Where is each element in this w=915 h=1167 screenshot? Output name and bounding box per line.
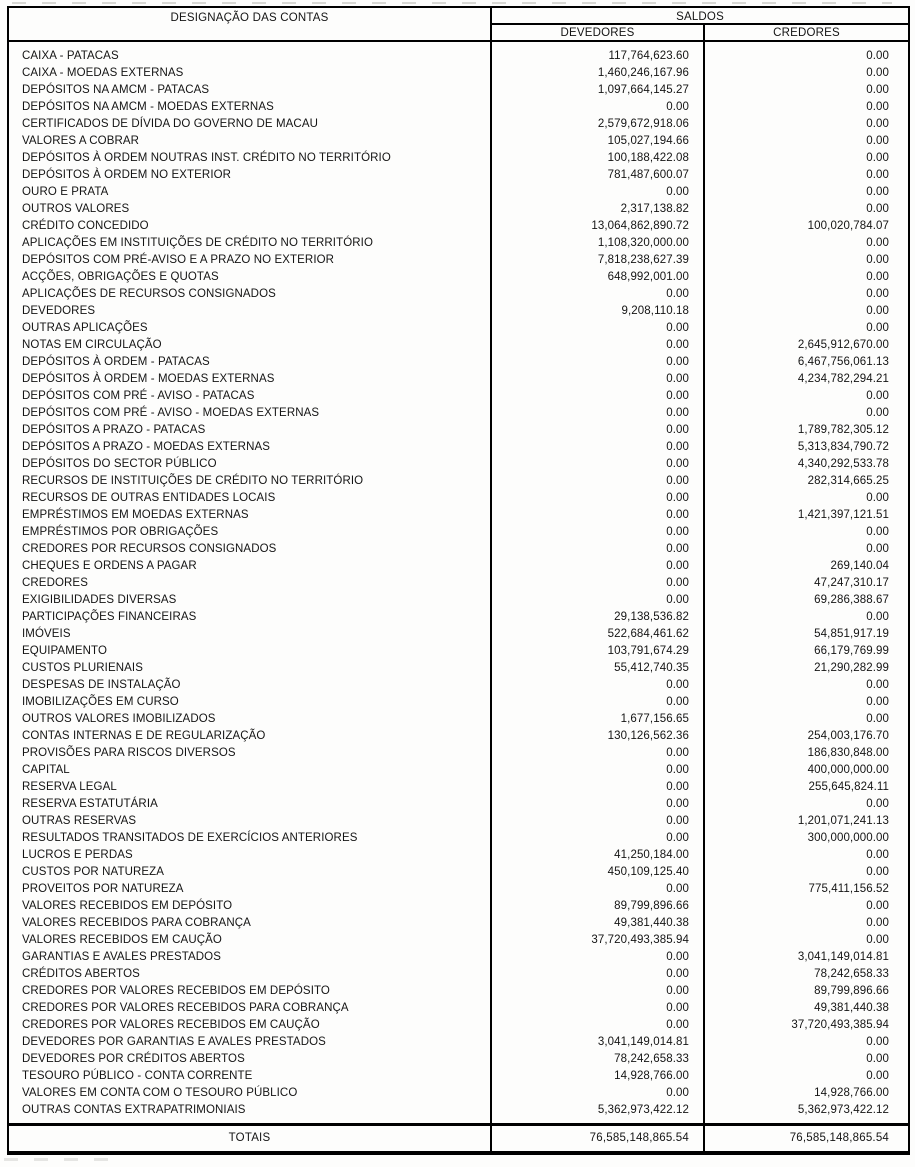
account-name-cell: RESULTADOS TRANSITADOS DE EXERCÍCIOS ANTERIORES bbox=[8, 830, 491, 847]
column-group-header-saldos: SALDOS bbox=[491, 7, 909, 24]
account-name-cell: ACÇÕES, OBRIGAÇÕES E QUOTAS bbox=[8, 269, 491, 286]
credores-value-cell: 0.00 bbox=[866, 526, 890, 538]
credores-value-cell: 0.00 bbox=[866, 169, 890, 181]
devedores-value-cell: 0.00 bbox=[491, 949, 704, 966]
table-row bbox=[8, 439, 909, 456]
credores-value-cell: 69,286,388.67 bbox=[814, 594, 890, 606]
devedores-value-cell: 0.00 bbox=[491, 184, 704, 201]
credores-value-cell: 21,290,282.99 bbox=[814, 662, 890, 674]
table-row bbox=[8, 745, 909, 762]
credores-value-cell: 0.00 bbox=[866, 118, 890, 130]
devedores-value-cell: 1,460,246,167.96 bbox=[491, 65, 704, 82]
credores-value-cell: 5,362,973,422.12 bbox=[797, 1104, 890, 1116]
devedores-value-cell: 0.00 bbox=[491, 1085, 704, 1102]
devedores-value-cell: 0.00 bbox=[491, 677, 704, 694]
table-row bbox=[8, 949, 909, 966]
table-row bbox=[8, 473, 909, 490]
table-row bbox=[8, 388, 909, 405]
table-row bbox=[8, 932, 909, 949]
devedores-value-cell: 0.00 bbox=[491, 524, 704, 541]
account-name-cell: DEPÓSITOS COM PRÉ - AVISO - PATACAS bbox=[8, 388, 491, 405]
devedores-value-cell: 0.00 bbox=[491, 592, 704, 609]
account-name-cell: LUCROS E PERDAS bbox=[8, 847, 491, 864]
credores-value-cell: 0.00 bbox=[866, 866, 890, 878]
devedores-value-cell: 781,487,600.07 bbox=[491, 167, 704, 184]
devedores-value-cell: 0.00 bbox=[491, 286, 704, 303]
devedores-value-cell: 7,818,238,627.39 bbox=[491, 252, 704, 269]
account-name-cell: OUTROS VALORES IMOBILIZADOS bbox=[8, 711, 491, 728]
table-row bbox=[8, 167, 909, 184]
credores-value-cell: 0.00 bbox=[866, 254, 890, 266]
devedores-value-cell: 522,684,461.62 bbox=[491, 626, 704, 643]
credores-value-cell: 0.00 bbox=[866, 900, 890, 912]
table-row bbox=[8, 252, 909, 269]
credores-value-cell: 0.00 bbox=[866, 237, 890, 249]
table-row bbox=[8, 1000, 909, 1017]
account-name-cell: IMOBILIZAÇÕES EM CURSO bbox=[8, 694, 491, 711]
credores-value-cell: 4,234,782,294.21 bbox=[797, 373, 890, 385]
account-name-cell: OUTRAS CONTAS EXTRAPATRIMONIAIS bbox=[8, 1102, 491, 1125]
account-name-cell: DEVEDORES bbox=[8, 303, 491, 320]
account-name-cell: DEPÓSITOS A PRAZO - MOEDAS EXTERNAS bbox=[8, 439, 491, 456]
account-name-cell: CAIXA - PATACAS bbox=[8, 41, 491, 65]
devedores-value-cell: 130,126,562.36 bbox=[491, 728, 704, 745]
credores-value-cell: 255,645,824.11 bbox=[808, 781, 890, 793]
table-row bbox=[8, 116, 909, 133]
devedores-value-cell: 13,064,862,890.72 bbox=[491, 218, 704, 235]
credores-value-cell: 0.00 bbox=[866, 84, 890, 96]
account-name-cell: DEPÓSITOS A PRAZO - PATACAS bbox=[8, 422, 491, 439]
devedores-value-cell: 0.00 bbox=[491, 966, 704, 983]
table-row bbox=[8, 796, 909, 813]
totals-devedores-value: 76,585,148,865.54 bbox=[491, 1125, 704, 1153]
table-row bbox=[8, 337, 909, 354]
devedores-value-cell: 0.00 bbox=[491, 337, 704, 354]
table-row bbox=[8, 99, 909, 116]
devedores-value-cell: 0.00 bbox=[491, 796, 704, 813]
devedores-value-cell: 0.00 bbox=[491, 439, 704, 456]
credores-value-cell: 0.00 bbox=[866, 611, 890, 623]
account-name-cell: RECURSOS DE INSTITUIÇÕES DE CRÉDITO NO TERRITÓRIO bbox=[8, 473, 491, 490]
credores-value-cell: 0.00 bbox=[866, 1036, 890, 1048]
account-name-cell: APLICAÇÕES DE RECURSOS CONSIGNADOS bbox=[8, 286, 491, 303]
account-name-cell: DESPESAS DE INSTALAÇÃO bbox=[8, 677, 491, 694]
table-row bbox=[8, 983, 909, 1000]
credores-value-cell: 0.00 bbox=[866, 152, 890, 164]
account-name-cell: PROVISÕES PARA RISCOS DIVERSOS bbox=[8, 745, 491, 762]
devedores-value-cell: 78,242,658.33 bbox=[491, 1051, 704, 1068]
devedores-value-cell: 0.00 bbox=[491, 490, 704, 507]
table-row bbox=[8, 354, 909, 371]
table-row bbox=[8, 626, 909, 643]
credores-value-cell: 14,928,766.00 bbox=[814, 1087, 890, 1099]
credores-value-cell: 0.00 bbox=[866, 543, 890, 555]
devedores-value-cell: 3,041,149,014.81 bbox=[491, 1034, 704, 1051]
table-row bbox=[8, 320, 909, 337]
devedores-value-cell: 0.00 bbox=[491, 813, 704, 830]
table-row bbox=[8, 575, 909, 592]
credores-value-cell: 0.00 bbox=[866, 407, 890, 419]
account-name-cell: VALORES A COBRAR bbox=[8, 133, 491, 150]
credores-value-cell: 0.00 bbox=[866, 849, 890, 861]
column-header-credores: CREDORES bbox=[704, 24, 909, 41]
credores-value-cell: 775,411,156.52 bbox=[808, 883, 890, 895]
credores-value-cell: 49,381,440.38 bbox=[814, 1002, 890, 1014]
credores-value-cell: 3,041,149,014.81 bbox=[797, 951, 890, 963]
credores-value-cell: 2,645,912,670.00 bbox=[797, 339, 890, 351]
devedores-value-cell: 37,720,493,385.94 bbox=[491, 932, 704, 949]
account-name-cell: TESOURO PÚBLICO - CONTA CORRENTE bbox=[8, 1068, 491, 1085]
account-name-cell: CAIXA - MOEDAS EXTERNAS bbox=[8, 65, 491, 82]
table-row bbox=[8, 813, 909, 830]
devedores-value-cell: 0.00 bbox=[491, 1017, 704, 1034]
devedores-value-cell: 648,992,001.00 bbox=[491, 269, 704, 286]
credores-value-cell: 47,247,310.17 bbox=[814, 577, 890, 589]
table-row bbox=[8, 728, 909, 745]
credores-value-cell: 100,020,784.07 bbox=[807, 220, 890, 232]
table-row bbox=[8, 779, 909, 796]
credores-value-cell: 0.00 bbox=[866, 1070, 890, 1082]
credores-value-cell: 0.00 bbox=[866, 135, 890, 147]
table-row bbox=[8, 65, 909, 82]
table-row bbox=[8, 694, 909, 711]
table-row bbox=[8, 507, 909, 524]
account-name-cell: CREDORES POR VALORES RECEBIDOS EM CAUÇÃO bbox=[8, 1017, 491, 1034]
devedores-value-cell: 0.00 bbox=[491, 99, 704, 116]
account-name-cell: DEPÓSITOS À ORDEM - MOEDAS EXTERNAS bbox=[8, 371, 491, 388]
account-name-cell: DEVEDORES POR GARANTIAS E AVALES PRESTADOS bbox=[8, 1034, 491, 1051]
account-name-cell: CONTAS INTERNAS E DE REGULARIZAÇÃO bbox=[8, 728, 491, 745]
table-row bbox=[8, 1017, 909, 1034]
credores-value-cell: 0.00 bbox=[866, 101, 890, 113]
credores-value-cell: 0.00 bbox=[866, 679, 890, 691]
account-name-cell: DEVEDORES POR CRÉDITOS ABERTOS bbox=[8, 1051, 491, 1068]
account-name-cell: DEPÓSITOS À ORDEM - PATACAS bbox=[8, 354, 491, 371]
table-row bbox=[8, 1034, 909, 1051]
table-row bbox=[8, 711, 909, 728]
devedores-value-cell: 5,362,973,422.12 bbox=[491, 1102, 704, 1125]
account-name-cell: CREDORES POR VALORES RECEBIDOS EM DEPÓSITO bbox=[8, 983, 491, 1000]
devedores-value-cell: 0.00 bbox=[491, 405, 704, 422]
account-name-cell: PROVEITOS POR NATUREZA bbox=[8, 881, 491, 898]
table-row bbox=[8, 864, 909, 881]
devedores-value-cell: 0.00 bbox=[491, 983, 704, 1000]
table-row bbox=[8, 1051, 909, 1068]
devedores-value-cell: 0.00 bbox=[491, 575, 704, 592]
devedores-value-cell: 1,108,320,000.00 bbox=[491, 235, 704, 252]
devedores-value-cell: 9,208,110.18 bbox=[491, 303, 704, 320]
devedores-value-cell: 49,381,440.38 bbox=[491, 915, 704, 932]
credores-value-cell: 1,421,397,121.51 bbox=[797, 509, 890, 521]
account-name-cell: EQUIPAMENTO bbox=[8, 643, 491, 660]
account-name-cell: VALORES RECEBIDOS EM CAUÇÃO bbox=[8, 932, 491, 949]
balance-sheet-table bbox=[7, 6, 910, 1155]
credores-value-cell: 4,340,292,533.78 bbox=[797, 458, 890, 470]
devedores-value-cell: 0.00 bbox=[491, 320, 704, 337]
credores-value-cell: 0.00 bbox=[866, 798, 890, 810]
account-name-cell: APLICAÇÕES EM INSTITUIÇÕES DE CRÉDITO NO TERRITÓRIO bbox=[8, 235, 491, 252]
devedores-value-cell: 117,764,623.60 bbox=[491, 41, 704, 65]
table-body bbox=[8, 41, 909, 1125]
account-name-cell: RECURSOS DE OUTRAS ENTIDADES LOCAIS bbox=[8, 490, 491, 507]
account-name-cell: CUSTOS POR NATUREZA bbox=[8, 864, 491, 881]
credores-value-cell: 254,003,176.70 bbox=[807, 730, 890, 742]
devedores-value-cell: 0.00 bbox=[491, 541, 704, 558]
totals-label: TOTAIS bbox=[8, 1125, 491, 1153]
table-row bbox=[8, 303, 909, 320]
credores-value-cell: 0.00 bbox=[866, 934, 890, 946]
credores-value-cell: 1,789,782,305.12 bbox=[797, 424, 890, 436]
credores-value-cell: 186,830,848.00 bbox=[807, 747, 890, 759]
totals-credores-value: 76,585,148,865.54 bbox=[704, 1125, 909, 1153]
table-row bbox=[8, 762, 909, 779]
table-row bbox=[8, 286, 909, 303]
devedores-value-cell: 0.00 bbox=[491, 371, 704, 388]
table-row bbox=[8, 82, 909, 99]
scan-noise-line bbox=[12, 2, 892, 4]
table-row bbox=[8, 1085, 909, 1102]
table-row bbox=[8, 405, 909, 422]
account-name-cell: EXIGIBILIDADES DIVERSAS bbox=[8, 592, 491, 609]
credores-value-cell: 0.00 bbox=[866, 67, 890, 79]
table-row bbox=[8, 1068, 909, 1085]
devedores-value-cell: 0.00 bbox=[491, 1000, 704, 1017]
table-row bbox=[8, 490, 909, 507]
credores-value-cell: 5,313,834,790.72 bbox=[797, 441, 890, 453]
account-name-cell: CREDORES POR RECURSOS CONSIGNADOS bbox=[8, 541, 491, 558]
devedores-value-cell: 0.00 bbox=[491, 881, 704, 898]
table-row bbox=[8, 524, 909, 541]
devedores-value-cell: 100,188,422.08 bbox=[491, 150, 704, 167]
devedores-value-cell: 0.00 bbox=[491, 779, 704, 796]
table-row bbox=[8, 915, 909, 932]
devedores-value-cell: 0.00 bbox=[491, 473, 704, 490]
table-row bbox=[8, 456, 909, 473]
credores-value-cell: 0.00 bbox=[866, 917, 890, 929]
credores-value-cell: 0.00 bbox=[866, 50, 890, 62]
credores-value-cell: 0.00 bbox=[866, 1053, 890, 1065]
credores-value-cell: 0.00 bbox=[866, 492, 890, 504]
devedores-value-cell: 0.00 bbox=[491, 388, 704, 405]
devedores-value-cell: 1,097,664,145.27 bbox=[491, 82, 704, 99]
credores-value-cell: 66,179,769.99 bbox=[814, 645, 890, 657]
credores-value-cell: 0.00 bbox=[866, 322, 890, 334]
devedores-value-cell: 89,799,896.66 bbox=[491, 898, 704, 915]
credores-value-cell: 1,201,071,241.13 bbox=[797, 815, 890, 827]
account-name-cell: DEPÓSITOS À ORDEM NOUTRAS INST. CRÉDITO NO TERRITÓRIO bbox=[8, 150, 491, 167]
table-row bbox=[8, 847, 909, 864]
account-name-cell: DEPÓSITOS COM PRÉ - AVISO - MOEDAS EXTERNAS bbox=[8, 405, 491, 422]
credores-value-cell: 54,851,917.19 bbox=[814, 628, 890, 640]
table-row bbox=[8, 218, 909, 235]
account-name-cell: IMÓVEIS bbox=[8, 626, 491, 643]
totals-row bbox=[8, 1125, 909, 1153]
table-row bbox=[8, 660, 909, 677]
credores-value-cell: 282,314,665.25 bbox=[807, 475, 890, 487]
devedores-value-cell: 41,250,184.00 bbox=[491, 847, 704, 864]
devedores-value-cell: 0.00 bbox=[491, 558, 704, 575]
account-name-cell: CERTIFICADOS DE DÍVIDA DO GOVERNO DE MACAU bbox=[8, 116, 491, 133]
account-name-cell: PARTICIPAÇÕES FINANCEIRAS bbox=[8, 609, 491, 626]
table-row bbox=[8, 609, 909, 626]
credores-value-cell: 0.00 bbox=[866, 713, 890, 725]
devedores-value-cell: 0.00 bbox=[491, 456, 704, 473]
scan-noise-line bbox=[4, 1158, 124, 1161]
table-row bbox=[8, 41, 909, 65]
devedores-value-cell: 2,579,672,918.06 bbox=[491, 116, 704, 133]
devedores-value-cell: 0.00 bbox=[491, 830, 704, 847]
credores-value-cell: 0.00 bbox=[866, 203, 890, 215]
table-row bbox=[8, 422, 909, 439]
account-name-cell: DEPÓSITOS DO SECTOR PÚBLICO bbox=[8, 456, 491, 473]
account-name-cell: CUSTOS PLURIENAIS bbox=[8, 660, 491, 677]
account-name-cell: CHEQUES E ORDENS A PAGAR bbox=[8, 558, 491, 575]
table-row bbox=[8, 592, 909, 609]
account-name-cell: DEPÓSITOS NA AMCM - MOEDAS EXTERNAS bbox=[8, 99, 491, 116]
credores-value-cell: 0.00 bbox=[866, 186, 890, 198]
devedores-value-cell: 0.00 bbox=[491, 694, 704, 711]
devedores-value-cell: 0.00 bbox=[491, 745, 704, 762]
devedores-value-cell: 0.00 bbox=[491, 354, 704, 371]
devedores-value-cell: 105,027,194.66 bbox=[491, 133, 704, 150]
balance-sheet bbox=[7, 6, 910, 1155]
account-name-cell: DEPÓSITOS À ORDEM NO EXTERIOR bbox=[8, 167, 491, 184]
account-name-cell: NOTAS EM CIRCULAÇÃO bbox=[8, 337, 491, 354]
credores-value-cell: 269,140.04 bbox=[830, 560, 890, 572]
account-name-cell: OUTROS VALORES bbox=[8, 201, 491, 218]
account-name-cell: CRÉDITOS ABERTOS bbox=[8, 966, 491, 983]
account-name-cell: EMPRÉSTIMOS POR OBRIGAÇÕES bbox=[8, 524, 491, 541]
table-row bbox=[8, 1102, 909, 1125]
table-row bbox=[8, 184, 909, 201]
table-row bbox=[8, 371, 909, 388]
credores-value-cell: 0.00 bbox=[866, 390, 890, 402]
devedores-value-cell: 0.00 bbox=[491, 507, 704, 524]
credores-value-cell: 300,000,000.00 bbox=[807, 832, 890, 844]
credores-value-cell: 89,799,896.66 bbox=[814, 985, 890, 997]
table-row bbox=[8, 966, 909, 983]
table-row bbox=[8, 201, 909, 218]
account-name-cell: RESERVA LEGAL bbox=[8, 779, 491, 796]
table-row bbox=[8, 830, 909, 847]
table-row bbox=[8, 558, 909, 575]
account-name-cell: CRÉDITO CONCEDIDO bbox=[8, 218, 491, 235]
table-row bbox=[8, 643, 909, 660]
account-name-cell: VALORES RECEBIDOS EM DEPÓSITO bbox=[8, 898, 491, 915]
account-name-cell: DEPÓSITOS NA AMCM - PATACAS bbox=[8, 82, 491, 99]
account-name-cell: GARANTIAS E AVALES PRESTADOS bbox=[8, 949, 491, 966]
account-name-cell: CREDORES POR VALORES RECEBIDOS PARA COBRANÇA bbox=[8, 1000, 491, 1017]
devedores-value-cell: 450,109,125.40 bbox=[491, 864, 704, 881]
credores-value-cell: 0.00 bbox=[866, 271, 890, 283]
table-header bbox=[8, 7, 909, 41]
devedores-value-cell: 2,317,138.82 bbox=[491, 201, 704, 218]
table-row bbox=[8, 898, 909, 915]
credores-value-cell: 400,000,000.00 bbox=[807, 764, 890, 776]
column-header-designacao: DESIGNAÇÃO DAS CONTAS bbox=[8, 7, 491, 41]
credores-value-cell: 6,467,756,061.13 bbox=[797, 356, 890, 368]
table-footer bbox=[8, 1125, 909, 1153]
credores-value-cell: 0.00 bbox=[866, 288, 890, 300]
devedores-value-cell: 1,677,156.65 bbox=[491, 711, 704, 728]
devedores-value-cell: 14,928,766.00 bbox=[491, 1068, 704, 1085]
account-name-cell: EMPRÉSTIMOS EM MOEDAS EXTERNAS bbox=[8, 507, 491, 524]
table-row bbox=[8, 269, 909, 286]
account-name-cell: VALORES RECEBIDOS PARA COBRANÇA bbox=[8, 915, 491, 932]
account-name-cell: RESERVA ESTATUTÁRIA bbox=[8, 796, 491, 813]
devedores-value-cell: 0.00 bbox=[491, 762, 704, 779]
account-name-cell: VALORES EM CONTA COM O TESOURO PÚBLICO bbox=[8, 1085, 491, 1102]
table-row bbox=[8, 133, 909, 150]
column-header-devedores: DEVEDORES bbox=[491, 24, 704, 41]
account-name-cell: OURO E PRATA bbox=[8, 184, 491, 201]
devedores-value-cell: 29,138,536.82 bbox=[491, 609, 704, 626]
table-row bbox=[8, 677, 909, 694]
table-row bbox=[8, 881, 909, 898]
credores-value-cell: 0.00 bbox=[866, 305, 890, 317]
table-row bbox=[8, 541, 909, 558]
account-name-cell: CREDORES bbox=[8, 575, 491, 592]
account-name-cell: OUTRAS APLICAÇÕES bbox=[8, 320, 491, 337]
account-name-cell: OUTRAS RESERVAS bbox=[8, 813, 491, 830]
devedores-value-cell: 55,412,740.35 bbox=[491, 660, 704, 677]
devedores-value-cell: 103,791,674.29 bbox=[491, 643, 704, 660]
account-name-cell: CAPITAL bbox=[8, 762, 491, 779]
credores-value-cell: 0.00 bbox=[866, 696, 890, 708]
credores-value-cell: 37,720,493,385.94 bbox=[791, 1019, 890, 1031]
account-name-cell: DEPÓSITOS COM PRÉ-AVISO E A PRAZO NO EXTERIOR bbox=[8, 252, 491, 269]
table-row bbox=[8, 235, 909, 252]
devedores-value-cell: 0.00 bbox=[491, 422, 704, 439]
credores-value-cell: 78,242,658.33 bbox=[814, 968, 890, 980]
table-row bbox=[8, 150, 909, 167]
